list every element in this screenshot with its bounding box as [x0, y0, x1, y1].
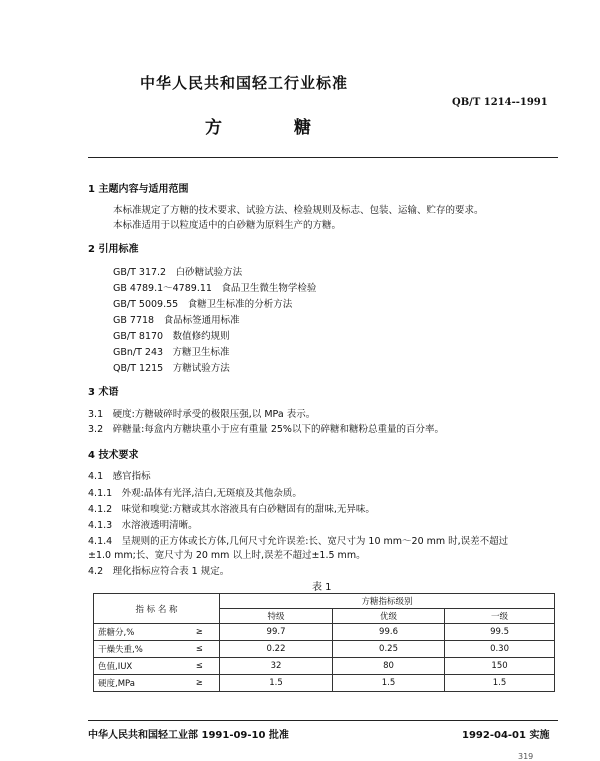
standard-title: 中华人民共和国轻工行业标准	[140, 74, 349, 92]
approval-line: 中华人民共和国轻工业部 1991-09-10 批准	[88, 730, 289, 741]
term-3-2: 3.2 碎糖量:每盒内方糖块重小于应有重量 25%以下的碎糖和糖粉总重量的百分率。	[88, 424, 444, 435]
item-4-1-4: 4.1.4 呈规则的正方体或长方体,几何尺寸允许误差:长、宽尺寸为 10 mm～20 mm 时,误差不超过	[88, 536, 509, 547]
table-row	[94, 641, 555, 658]
table-header-index: 指 标 名 称	[94, 594, 220, 624]
standard-code: QB/T 1214--1991	[452, 97, 548, 108]
section-1-paragraph-1: 本标准规定了方糖的技术要求、试验方法、检验规则及标志、包装、运输、贮存的要求。	[113, 205, 484, 216]
table-row	[94, 624, 555, 641]
footer-divider	[88, 720, 558, 721]
document-title: 方糖	[205, 118, 383, 138]
row-operator: ≥	[180, 675, 220, 692]
table-cell: 0.22	[220, 641, 333, 658]
reference-item: GB 7718 食品标签通用标准	[113, 315, 240, 326]
table-cell: 32	[220, 658, 333, 675]
section-1-heading: 1 主题内容与适用范围	[88, 184, 189, 195]
reference-item: GB/T 8170 数值修约规则	[113, 331, 230, 342]
section-1-paragraph-2: 本标准适用于以粒度适中的白砂糖为原料生产的方糖。	[113, 220, 342, 231]
row-operator: ≤	[180, 641, 220, 658]
reference-item: GB/T 317.2 白砂糖试验方法	[113, 267, 243, 278]
reference-item: GBn/T 243 方糖卫生标准	[113, 347, 230, 358]
item-4-1-1: 4.1.1 外观:晶体有光泽,洁白,无斑痕及其他杂质。	[88, 488, 302, 499]
reference-item: GB/T 5009.55 食糖卫生标准的分析方法	[113, 299, 293, 310]
row-operator: ≥	[180, 624, 220, 641]
item-4-1-2: 4.1.2 味觉和嗅觉:方糖或其水溶液具有白砂糖固有的甜味,无异味。	[88, 504, 375, 515]
table-cell: 150	[445, 658, 555, 675]
table-header-group: 方糖指标级别	[220, 594, 555, 609]
row-name: 干燥失重,%	[94, 641, 180, 658]
section-3-heading: 3 术语	[88, 387, 119, 398]
table-row	[94, 658, 555, 675]
item-4-1: 4.1 感官指标	[88, 471, 151, 482]
item-4-1-3: 4.1.3 水溶液透明清晰。	[88, 520, 198, 531]
table-header-grade: 优级	[333, 609, 445, 624]
item-4-2: 4.2 理化指标应符合表 1 规定。	[88, 566, 230, 577]
specification-table	[93, 593, 555, 692]
row-name: 硬度,MPa	[94, 675, 180, 692]
row-name: 蔗糖分,%	[94, 624, 180, 641]
reference-item: QB/T 1215 方糖试验方法	[113, 363, 230, 374]
table-cell: 99.5	[445, 624, 555, 641]
row-operator: ≤	[180, 658, 220, 675]
table-caption: 表 1	[312, 582, 332, 593]
term-3-1: 3.1 硬度:方糖破碎时承受的极限压强,以 MPa 表示。	[88, 409, 316, 420]
effective-date: 1992-04-01 实施	[462, 730, 550, 741]
table-row	[94, 675, 555, 692]
table-cell: 0.30	[445, 641, 555, 658]
table-cell: 99.6	[333, 624, 445, 641]
table-cell: 1.5	[333, 675, 445, 692]
section-2-heading: 2 引用标准	[88, 244, 139, 255]
table-cell: 80	[333, 658, 445, 675]
table-cell: 1.5	[445, 675, 555, 692]
table-header-grade: 一级	[445, 609, 555, 624]
table-header-grade: 特级	[220, 609, 333, 624]
reference-item: GB 4789.1～4789.11 食品卫生微生物学检验	[113, 283, 317, 294]
header-divider	[88, 157, 558, 158]
page-number: 319	[518, 752, 534, 761]
section-4-heading: 4 技术要求	[88, 450, 139, 461]
row-name: 色值,IUX	[94, 658, 180, 675]
item-4-1-4-continued: ±1.0 mm;长、宽尺寸为 20 mm 以上时,误差不超过±1.5 mm。	[88, 550, 366, 561]
table-cell: 1.5	[220, 675, 333, 692]
table-cell: 0.25	[333, 641, 445, 658]
table-cell: 99.7	[220, 624, 333, 641]
